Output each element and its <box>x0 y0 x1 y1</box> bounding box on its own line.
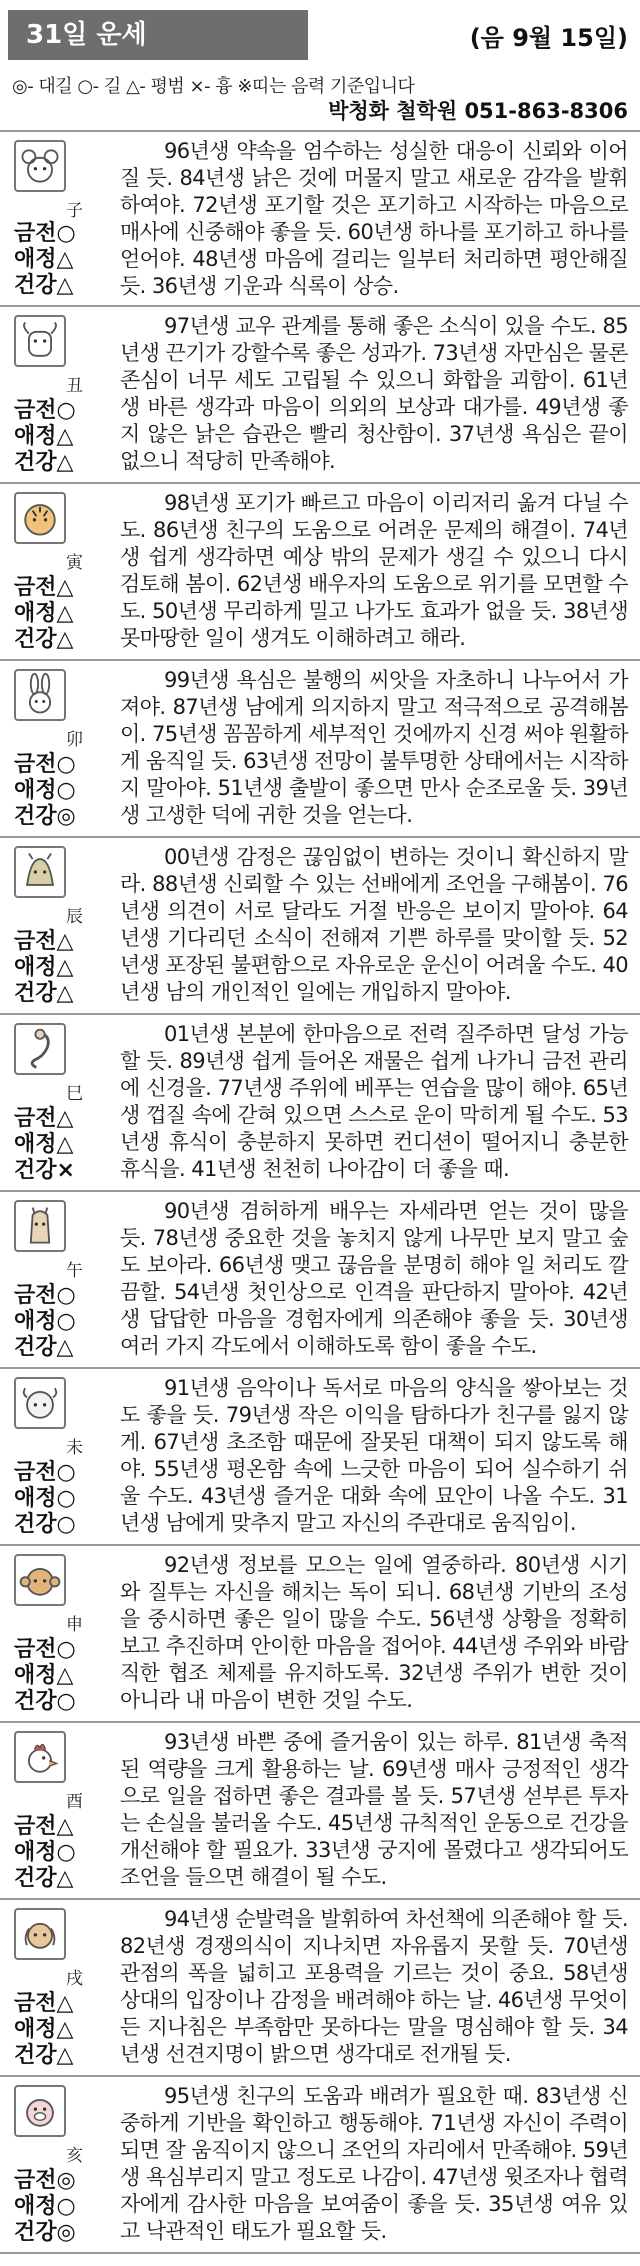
money-rating: 금전◎ <box>14 2168 76 2193</box>
header <box>0 0 640 123</box>
monkey-icon <box>14 1554 66 1606</box>
entry-sidebar <box>0 484 128 659</box>
love-rating: 애정○ <box>14 1840 76 1865</box>
fortune-entry <box>0 484 640 661</box>
horse-icon <box>14 1200 66 1252</box>
fortune-text: 97년생 교우 관계를 통해 좋은 소식이 있을 수도. 85년생 끈기가 강할수록 좋은 성과가. 73년생 자만심은 물론 존심이 너무 세도 고립될 수 있으니 화합을 괴함이. 61년생 바른 생각과 마음이 의외의 보상과 대가를. 49년생 좋지 않은 낡은 습관은 빨리 청산함이. 37년생 욕심은 끝이 없으니 적당히 만족해야. <box>120 314 628 473</box>
entry-sidebar <box>0 307 128 482</box>
love-rating: 애정△ <box>14 1663 74 1688</box>
health-rating: 건강△ <box>14 981 74 1006</box>
fortune-list <box>0 130 640 2254</box>
ratings <box>14 221 76 299</box>
love-rating: 애정△ <box>14 1132 74 1157</box>
entry-sidebar <box>0 1192 128 1367</box>
dog-icon <box>14 1908 66 1960</box>
entry-sidebar <box>0 661 128 836</box>
love-rating: 애정○ <box>14 1486 76 1511</box>
fortune-entry <box>0 1369 640 1546</box>
zodiac-label: 辰 <box>66 907 83 927</box>
money-rating: 금전△ <box>14 929 74 954</box>
entry-sidebar <box>0 2077 128 2252</box>
entry-sidebar <box>0 838 128 1013</box>
fortune-entry <box>0 838 640 1015</box>
health-rating: 건강△ <box>14 2043 74 2068</box>
health-rating: 건강◎ <box>14 804 76 829</box>
dragon-icon <box>14 846 66 898</box>
snake-icon <box>14 1023 66 1075</box>
fortune-text: 00년생 감정은 끊임없이 변하는 것이니 확신하지 말라. 88년생 신뢰할 수 있는 선배에게 조언을 구해봄이. 76년생 의견이 서로 달라도 거절 반응은 보이지 말아야. 64년생 기다리던 소식이 전해져 기쁜 하루를 맞이할 듯. 52년생 포장된 불편함으로 자유로운 운신이 어려울 수도. 40년생 남의 개인적인 일에는 개입하지 말아야. <box>120 845 628 1004</box>
ratings <box>14 929 73 1007</box>
entry-sidebar <box>0 1546 128 1721</box>
ratings <box>14 2168 76 2246</box>
love-rating: 애정△ <box>14 2017 74 2042</box>
ratings <box>14 398 76 476</box>
money-rating: 금전△ <box>14 1814 74 1839</box>
fortune-entry <box>0 2077 640 2254</box>
health-rating: 건강△ <box>14 1866 74 1891</box>
zodiac-label: 卯 <box>66 730 83 750</box>
fortune-entry <box>0 661 640 838</box>
zodiac-label: 巳 <box>66 1084 83 1104</box>
fortune-text: 95년생 친구의 도움과 배려가 필요한 때. 83년생 신중하게 기반을 확인하고 행동해야. 71년생 자신이 주력이 되면 잘 움직이지 않으니 조언의 자리에서 만족해야. 59년생 욕심부리지 말고 정도로 나감이. 47년생 윗조자나 협력자에게 감사한 마음을 보여줌이 좋을 듯. 35년생 여유 있고 낙관적인 태도가 필요할 듯. <box>120 2084 628 2243</box>
zodiac-label: 寅 <box>66 553 83 573</box>
page-title: 31일 운세 <box>8 10 308 60</box>
ratings <box>14 1991 73 2069</box>
ratings <box>14 1637 76 1715</box>
fortune-text: 99년생 욕심은 불행의 씨앗을 자초하니 나누어서 가져야. 87년생 남에게 의지하지 말고 적극적으로 공격해봄이. 75년생 꼼꼼하게 세부적인 것에까지 신경 써야 원활하게 움직일 듯. 63년생 전망이 불투명한 상태에서는 시작하지 말아야. 51년생 출발이 좋으면 만사 순조로울 듯. 39년생 고생한 덕에 귀한 것을 얻는다. <box>120 668 628 827</box>
legend: ◎- 대길 ○- 길 △- 평범 ×- 흉 ※띠는 음력 기준입니다 <box>12 76 415 97</box>
money-rating: 금전△ <box>14 1106 74 1131</box>
zodiac-label: 午 <box>66 1261 83 1281</box>
sheep-icon <box>14 1377 66 1429</box>
fortune-entry <box>0 1900 640 2077</box>
love-rating: 애정○ <box>14 778 76 803</box>
fortune-entry <box>0 1723 640 1900</box>
love-rating: 애정△ <box>14 424 74 449</box>
rabbit-icon <box>14 669 66 721</box>
fortune-entry <box>0 1192 640 1369</box>
entry-sidebar <box>0 1015 128 1190</box>
ratings <box>14 1814 76 1892</box>
fortune-text: 90년생 겸허하게 배우는 자세라면 얻는 것이 많을 듯. 78년생 중요한 것을 놓치지 않게 나무만 보지 말고 숲도 보아라. 66년생 맺고 끊음을 분명히 해야 일 처리도 깔끔할. 54년생 첫인상으로 인격을 판단하지 말아야. 42년생 답답한 마음을 경험자에게 의존해야 좋을 듯. 30년생 여러 가지 각도에서 이해하도록 함이 좋을 수도. <box>120 1199 628 1358</box>
health-rating: 건강△ <box>14 273 74 298</box>
fortune-text: 98년생 포기가 빠르고 마음이 이리저리 옮겨 다닐 수도. 86년생 친구의 도움으로 어려운 문제의 해결이. 74년생 쉽게 생각하면 예상 밖의 문제가 생길 수 있으니 다시 검토해 봄이. 62년생 배우자의 도움으로 위기를 모면할 수도. 50년생 무리하게 밀고 나가도 효과가 없을 듯. 38년생 못마땅한 일이 생겨도 이해하려고 해라. <box>120 491 628 650</box>
zodiac-label: 未 <box>66 1438 83 1458</box>
tiger-icon <box>14 492 66 544</box>
health-rating: 건강△ <box>14 1335 74 1360</box>
zodiac-label: 子 <box>66 201 83 221</box>
health-rating: 건강○ <box>14 1689 76 1714</box>
pig-icon <box>14 2085 66 2137</box>
fortune-text: 91년생 음악이나 독서로 마음의 양식을 쌓아보는 것도 좋을 듯. 79년생 작은 이익을 탐하다가 친구를 잃지 않게. 67년생 초조함 때문에 잘못된 대책이 되지 않도록 해야. 55년생 평온함 속에 느긋한 마음이 되어 실수하기 쉬울 수도. 43년생 즐거운 대화 속에 묘안이 나올 수도. 31년생 남에게 맞추지 말고 자신의 주관대로 움직임이. <box>120 1376 628 1535</box>
entry-sidebar <box>0 132 128 305</box>
love-rating: 애정△ <box>14 601 74 626</box>
money-rating: 금전○ <box>14 1283 76 1308</box>
ratings <box>14 575 73 653</box>
fortune-text: 01년생 본분에 한마음으로 전력 질주하면 달성 가능할 듯. 89년생 쉽게 들어온 재물은 쉽게 나가니 금전 관리에 신경을. 77년생 주위에 베푸는 연습을 많이 해야. 65년생 껍질 속에 갇혀 있으면 스스로 운이 막히게 될 수도. 53년생 휴식이 충분하지 못하면 컨디션이 떨어지니 충분한 휴식을. 41년생 천천히 나아감이 더 좋을 때. <box>120 1022 628 1181</box>
love-rating: 애정△ <box>14 247 74 272</box>
author-contact: 박청화 철학원 051-863-8306 <box>328 99 628 123</box>
fortune-entry <box>0 130 640 307</box>
entry-sidebar <box>0 1900 128 2075</box>
fortune-text: 96년생 약속을 엄수하는 성실한 대응이 신뢰와 이어질 듯. 84년생 낡은 것에 머물지 말고 새로운 감각을 발휘하여야. 72년생 포기할 것은 포기하고 시작하는 마음으로 매사에 신중해야 좋을 듯. 60년생 하나를 포기하고 하나를 얻어야. 48년생 마음에 걸리는 일부터 처리하면 평안해질 듯. 36년생 기운과 식록이 상승. <box>120 139 628 298</box>
money-rating: 금전○ <box>14 752 76 777</box>
money-rating: 금전○ <box>14 1637 76 1662</box>
money-rating: 금전○ <box>14 1460 76 1485</box>
zodiac-label: 酉 <box>66 1792 83 1812</box>
fortune-entry <box>0 1015 640 1192</box>
health-rating: 건강△ <box>14 450 74 475</box>
lunar-date: (음 9월 15일) <box>469 24 628 52</box>
fortune-entry <box>0 1546 640 1723</box>
zodiac-label: 丑 <box>66 376 83 396</box>
ratings <box>14 1283 76 1361</box>
money-rating: 금전△ <box>14 575 74 600</box>
fortune-text: 94년생 순발력을 발휘하여 차선책에 의존해야 할 듯. 82년생 경쟁의식이 지나치면 자유롭지 못할 듯. 70년생 관점의 폭을 넓히고 포용력을 기르는 것이 중요. 58년생 상대의 입장이나 감정을 배려해야 하는 날. 46년생 무엇이든 지나침은 부족함만 못하다는 말을 명심해야 할 듯. 34년생 선견지명이 밝으면 생각대로 전개될 듯. <box>120 1907 628 2066</box>
love-rating: 애정○ <box>14 2194 76 2219</box>
fortune-text: 92년생 정보를 모으는 일에 열중하라. 80년생 시기와 질투는 자신을 해치는 독이 되니. 68년생 기반의 조성을 중시하면 좋은 일이 많을 수도. 56년생 상황을 정확히 보고 추진하며 안이한 마음을 접어야. 44년생 주위와 바람직한 협조 체제를 유지하도록. 32년생 주위가 변한 것이 아니라 내 마음이 변한 것일 수도. <box>120 1553 628 1712</box>
health-rating: 건강△ <box>14 627 74 652</box>
health-rating: 건강○ <box>14 1512 76 1537</box>
money-rating: 금전○ <box>14 221 76 246</box>
zodiac-label: 戌 <box>66 1969 83 1989</box>
entry-sidebar <box>0 1369 128 1544</box>
entry-sidebar <box>0 1723 128 1898</box>
money-rating: 금전○ <box>14 398 76 423</box>
rat-icon <box>14 140 66 192</box>
ox-icon <box>14 315 66 367</box>
zodiac-label: 申 <box>66 1615 83 1635</box>
ratings <box>14 1460 76 1538</box>
fortune-text: 93년생 바쁜 중에 즐거움이 있는 하루. 81년생 축적된 역량을 크게 활용하는 날. 69년생 매사 긍정적인 생각으로 일을 접하면 좋은 결과를 볼 듯. 57년생 섣부른 투자는 손실을 불러올 수도. 45년생 규칙적인 운동으로 건강을 개선해야 할 필요가. 33년생 궁지에 몰렸다고 생각되어도 조언을 들으면 해결이 될 수도. <box>120 1730 628 1889</box>
ratings <box>14 1106 75 1184</box>
health-rating: 건강× <box>14 1158 75 1183</box>
fortune-entry <box>0 307 640 484</box>
love-rating: 애정△ <box>14 955 74 980</box>
health-rating: 건강◎ <box>14 2220 76 2245</box>
rooster-icon <box>14 1731 66 1783</box>
zodiac-label: 亥 <box>66 2146 83 2166</box>
ratings <box>14 752 76 830</box>
love-rating: 애정○ <box>14 1309 76 1334</box>
money-rating: 금전△ <box>14 1991 74 2016</box>
